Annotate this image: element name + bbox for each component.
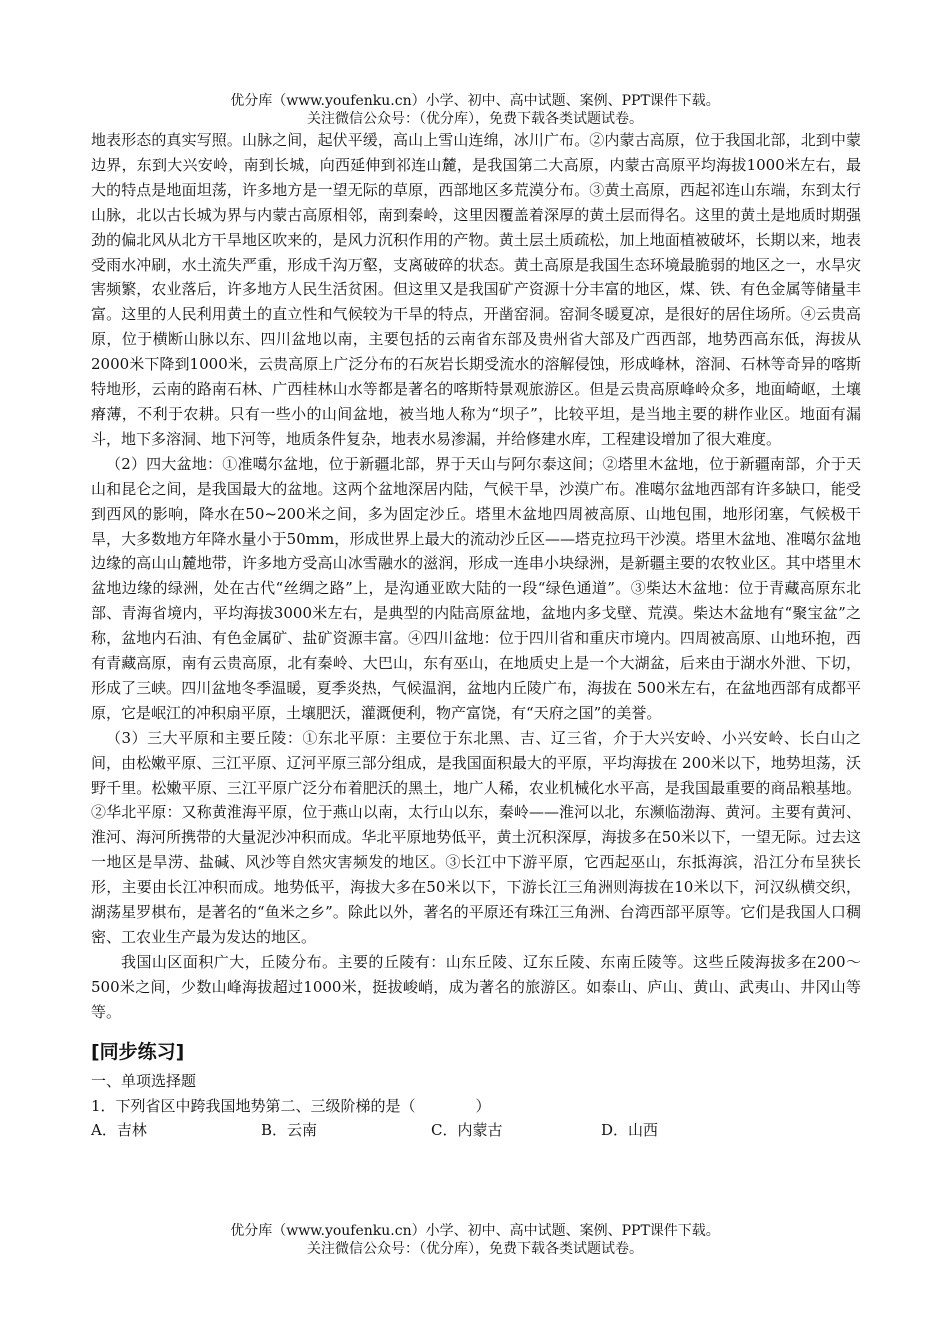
page-header bbox=[0, 92, 950, 128]
page-footer bbox=[0, 1222, 950, 1258]
header-line-2: 关注微信公众号：（优分库），免费下载各类试题试卷。 bbox=[307, 111, 643, 127]
option-d: D．山西 bbox=[601, 1121, 659, 1140]
footer-line-1: 优分库（www.youfenku.cn）小学、初中、高中试题、案例、PPT课件下载。 bbox=[230, 1223, 720, 1239]
paragraph-hills: 我国山区面积广大，丘陵分布。主要的丘陵有：山东丘陵、辽东丘陵、东南丘陵等。这些丘陵海拔多在200～500米之间，少数山峰海拔超过1000米，挺拔峻峭，成为著名的旅游区。如泰山、庐山、黄山、武夷山、井冈山等等。 bbox=[91, 952, 861, 1021]
footer-line-2: 关注微信公众号：（优分库），免费下载各类试题试卷。 bbox=[307, 1241, 643, 1257]
paragraph-plains: （3）三大平原和主要丘陵：①东北平原：主要位于东北黑、吉、辽三省，介于大兴安岭、小兴安岭、长白山之间，由松嫩平原、三江平原、辽河平原三部分组成，是我国面积最大的平原，平均海拔在 200米以下，地势坦荡，沃野千里。松嫩平原、三江平原广泛分布着肥沃的黑土，地广人稀，农业机械化水平高，是我国最重要的商品粮基地。②华北平原：又称黄淮海平原，位于燕山以南，太行山以东，秦岭——淮河以北，东濒临渤海、黄河。主要有黄河、淮河、海河所携带的大量泥沙冲积而成。华北平原地势低平，黄土沉积深厚，海拔多在50米以下，一望无际。过去这一地区是旱涝、盐碱、风沙等自然灾害频发的地区。③长江中下游平原，它西起巫山，东抵海滨，沿江分布呈狭长形，主要由长江冲积而成。地势低平，海拔大多在50米以下，下游长江三角洲则海拔在10米以下，河汉纵横交织，湖荡星罗棋布，是著名的“鱼米之乡”。除此以外，著名的平原还有珠江三角洲、台湾西部平原等。它们是我国人口稠密、工农业生产最为发达的地区。 bbox=[91, 728, 861, 946]
exercise-title: [同步练习] bbox=[91, 1040, 185, 1063]
header-line-1: 优分库（www.youfenku.cn）小学、初中、高中试题、案例、PPT课件下载。 bbox=[230, 93, 720, 109]
document-body bbox=[91, 128, 861, 1143]
question-1: 1．下列省区中跨我国地势第二、三级阶梯的是（ ） bbox=[91, 1096, 491, 1115]
option-b: B．云南 bbox=[261, 1121, 318, 1140]
exercise-subtitle: 一、单项选择题 bbox=[91, 1071, 197, 1090]
paragraph-basins: （2）四大盆地：①准噶尔盆地，位于新疆北部，界于天山与阿尔泰这间；②塔里木盆地，位于新疆南部，介于天山和昆仑之间，是我国最大的盆地。这两个盆地深居内陆，气候干旱，沙漠广布。准噶尔盆地西部有许多缺口，能受到西风的影响，降水在50~200米之间，多为固定沙丘。塔里木盆地四周被高原、山地包围，地形闭塞，气候极干旱，大多数地方年降水量小于50mm，形成世界上最大的流动沙丘区——塔克拉玛干沙漠。塔里木盆地、准噶尔盆地边缘的高山山麓地带，许多地方受高山冰雪融水的滋润，形成一连串小块绿洲，是新疆主要的农牧业区。其中塔里木盆地边缘的绿洲，处在古代“丝绸之路”上，是沟通亚欧大陆的一段“绿色通道”。③柴达木盆地：位于青藏高原东北部、青海省境内，平均海拔3000米左右，是典型的内陆高原盆地，盆地内多戈壁、荒漠。柴达木盆地有“聚宝盆”之称，盆地内石油、有色金属矿、盐矿资源丰富。④四川盆地：位于四川省和重庆市境内。四周被高原、山地环抱，西有青藏高原，南有云贵高原，北有秦岭、大巴山，东有巫山，在地质史上是一个大湖盆，后来由于湖水外泄、下切，形成了三峡。四川盆地冬季温暖，夏季炎热，气候温润，盆地内丘陵广布，海拔在 500米左右，在盆地西部有成都平原，它是岷江的冲积扇平原，土壤肥沃，灌溉便利，物产富饶，有“天府之国”的美誉。 bbox=[91, 454, 861, 722]
option-c: C．内蒙古 bbox=[431, 1121, 503, 1140]
option-a: A．吉林 bbox=[91, 1121, 147, 1140]
question-1-options bbox=[91, 1118, 861, 1143]
paragraph-plateaus: 地表形态的真实写照。山脉之间，起伏平缓，高山上雪山连绵，冰川广布。②内蒙古高原，位于我国北部，北到中蒙边界，东到大兴安岭，南到长城，向西延伸到祁连山麓，是我国第二大高原，内蒙古高原平均海拔1000米左右，最大的特点是地面坦荡，许多地方是一望无际的草原，西部地区多荒漠分布。③黄土高原，西起祁连山东端，东到太行山脉，北以古长城为界与内蒙古高原相邻，南到秦岭，这里因覆盖着深厚的黄土层而得名。这里的黄土是地质时期强劲的偏北风从北方干旱地区吹来的，是风力沉积作用的产物。黄土层土质疏松，加上地面植被破坏，长期以来，地表受雨水冲刷，水土流失严重，形成千沟万壑，支离破碎的状态。黄土高原是我国生态环境最脆弱的地区之一，水旱灾害频繁，农业落后，许多地方人民生活贫困。但这里又是我国矿产资源十分丰富的地区，煤、铁、有色金属等储量丰富。这里的人民利用黄土的直立性和气候较为干旱的特点，开凿窑洞。窑洞冬暖夏凉，是很好的居住场所。④云贵高原，位于横断山脉以东、四川盆地以南，主要包括的云南省东部及贵州省大部及广西西部，地势西高东低，海拔从2000米下降到1000米，云贵高原上广泛分布的石灰岩长期受流水的溶解侵蚀，形成峰林，溶洞、石林等奇异的喀斯特地形，云南的路南石林、广西桂林山水等都是著名的喀斯特景观旅游区。但是云贵高原峰岭众多，地面崎岖，土壤瘠薄，不利于农耕。只有一些小的山间盆地，被当地人称为“坝子”，比较平坦，是当地主要的耕作业区。地面有漏斗，地下多溶洞、地下河等，地质条件复杂，地表水易渗漏，并给修建水库，工程建设增加了很大难度。 bbox=[91, 131, 861, 448]
